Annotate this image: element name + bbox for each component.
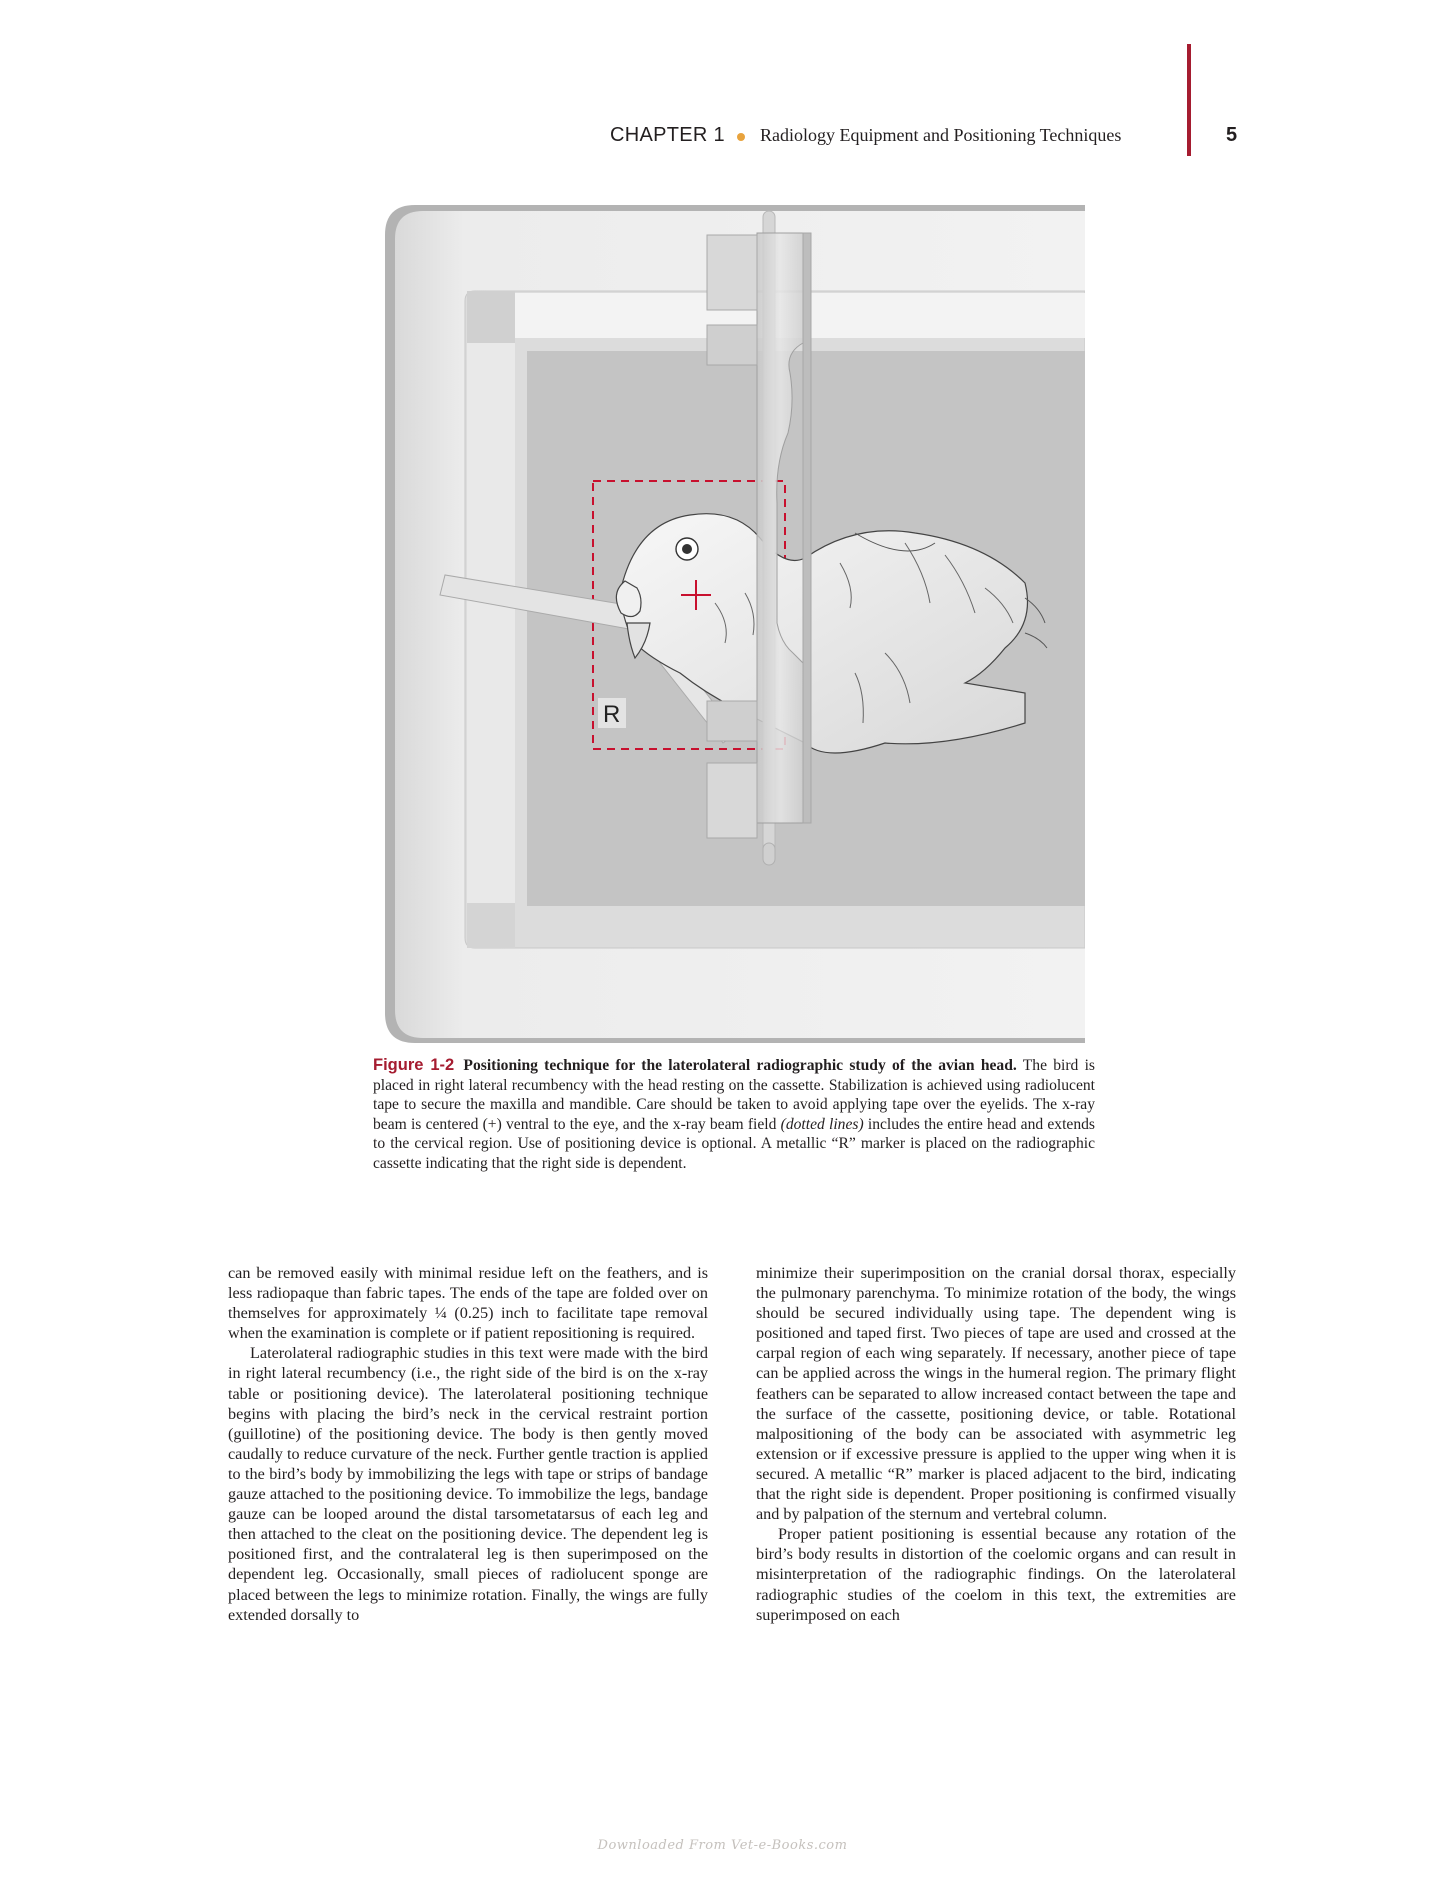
header-rule [1187,44,1191,156]
download-watermark: Downloaded From Vet-e-Books.com [597,1838,848,1853]
body-column-right [756,1263,1236,1625]
bullet-dot [737,133,745,141]
paragraph: minimize their superimposition on the cranial dorsal thorax, especially the pulmonary parenchyma. To minimize rotation of the body, the wings should be secured individually using tape. The dependent wing is positioned and taped first. Two pieces of tape are used and crossed at the carpal region of each wing separately. If necessary, another piece of tape can be applied across the wings in the humeral region. The primary flight feathers can be separated to allow increased contact between the tape and the surface of the cassette, positioning device, or table. Rotational malpositioning of the body can be associated with asymmetric leg extension or if excessive pressure is applied to the upper wing when it is secured. A metallic “R” marker is placed adjacent to the bird, indicating that the right side is dependent. Proper positioning is confirmed visually and by palpation of the sternum and vertebral column. [756,1264,1236,1524]
r-marker-label: R [603,701,621,728]
figure-caption [373,1056,1095,1174]
paragraph: Laterolateral radiographic studies in this text were made with the bird in right lateral recumbency (i.e., the right side of the bird is on the x-ray table or positioning device). The laterolateral positioning technique begins with placing the bird’s neck in the cervical restraint portion (guillotine) of the positioning device. The body is then gently moved caudally to reduce curvature of the neck. Further gentle traction is applied to the bird’s body by immobilizing the legs with tape or strips of bandage gauze attached to the positioning device. To immobilize the legs, bandage gauze can be looped around the distal tarsometatarsus of each leg and then attached to the cleat on the positioning device. The dependent leg is positioned first, and the contralateral leg is then superimposed on the dependent leg. Occasionally, small pieces of radiolucent sponge are placed between the legs to minimize rotation. Finally, the wings are fully extended dorsally to [228,1344,708,1624]
caption-text-a: The bird is placed in right lateral recumbency with the head resting on the cassette. Stabilization is achieved using radiolucent tape to secure the maxilla and mandible. Care should be taken to avoid applying tape over the eyelids. The x-ray beam is centered (+) ventral to the eye, and the x-ray beam field [373,1057,1095,1133]
paragraph: can be removed easily with minimal residue left on the feathers, and is less radiopaque than fabric tapes. The ends of the tape are folded over on themselves for approximately ¼ (0.25) inch to facilitate tape removal when the examination is complete or if patient repositioning is required. [228,1264,708,1343]
chapter-label: CHAPTER 1 [610,124,725,146]
r-marker [598,698,626,728]
running-head [560,124,1280,154]
paragraph: Proper patient positioning is essential because any rotation of the bird’s body results in distortion of the coelomic organs and can result in misinterpretation of the radiographic findings. On the laterolateral radiographic studies of the coelom in this text, the extremities are superimposed on each [756,1525,1236,1624]
caption-italic: (dotted lines) [780,1115,864,1133]
figure-illustration [385,203,1085,1045]
body-column-left [228,1263,708,1625]
figure-label: Figure 1-2 [373,1056,455,1074]
page-number: 5 [1226,124,1238,146]
figure-title: Positioning technique for the laterolateral radiographic study of the avian head. [463,1057,1017,1074]
chapter-title: Radiology Equipment and Positioning Techniques [760,125,1122,145]
caption-text-b: includes the entire head and extends to the cervical region. Use of positioning device is optional. A metallic “R” marker is placed on the radiographic cassette indicating that the right side is dependent. [373,1115,1095,1172]
